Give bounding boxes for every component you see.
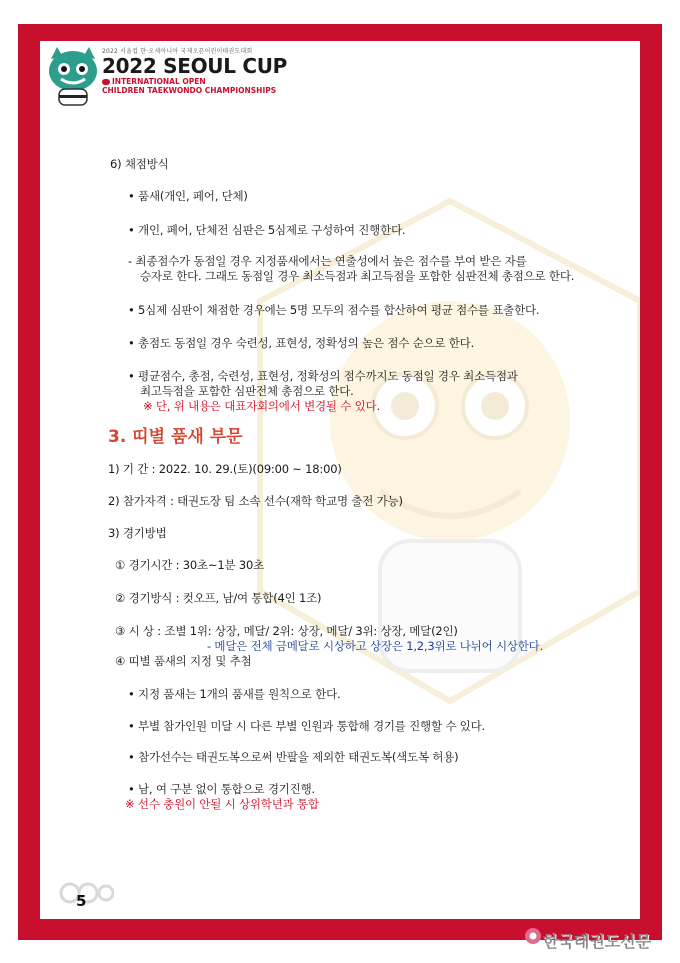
newspaper-logo-icon	[523, 926, 543, 946]
scoring-item: - 최종점수가 동점일 경우 지정품새에서는 연출성에서 높은 점수를 부여 받은 자를	[128, 254, 527, 268]
newspaper-brand: 한국태권도신문	[543, 932, 652, 951]
event-title: 2022 SEOUL CUP	[102, 54, 288, 78]
scoring-item: • 품새(개인, 페어, 단체)	[128, 189, 248, 203]
document-page	[40, 41, 640, 919]
section-title: 3. 띠별 품새 부문	[108, 427, 243, 447]
scoring-item: • 평균점수, 총점, 숙련성, 표현성, 정확성의 점수까지도 동점일 경우 최소득점과	[128, 369, 518, 383]
final-note: ※ 선수 충원이 안될 시 상위학년과 통합	[125, 797, 319, 811]
award-note: - 메달은 전체 금메달로 시상하고 상장은 1,2,3위로 나뉘어 시상한다.	[207, 639, 544, 653]
time-line: ① 경기시간 : 30초~1분 30초	[115, 558, 264, 572]
rule-item: • 지정 품새는 1개의 품새를 원칙으로 한다.	[128, 687, 341, 701]
scoring-item-continued: 승자로 한다. 그래도 동점일 경우 최소득점과 최고득점을 포함한 심판전체 총점으로 한다.	[140, 269, 575, 283]
page-border	[18, 24, 662, 940]
eligibility-line: 2) 참가자격 : 태권도장 팀 소속 선수(재학 학교명 출전 가능)	[108, 494, 403, 508]
scoring-item-continued: 최고득점을 포함한 심판전체 총점으로 한다.	[140, 384, 354, 398]
rule-item: • 참가선수는 태권도복으로써 반팔을 제외한 태권도복(색도복 허용)	[128, 750, 459, 764]
scoring-item: • 5심제 심판이 채점한 경우에는 5명 모두의 점수를 합산하여 평균 점수를 표출한다.	[128, 303, 540, 317]
rule-item: • 부별 참가인원 미달 시 다른 부별 인원과 통합해 경기를 진행할 수 있다.	[128, 719, 485, 733]
scoring-item: • 총점도 동점일 경우 숙련성, 표현성, 정확성의 높은 점수 순으로 한다.	[128, 336, 475, 350]
haechi-mascot-icon	[45, 45, 101, 107]
event-subtitle: 2022 서울컵 한·오세아니아 국제오픈어린이태권도대회	[102, 48, 253, 55]
page-number: 5	[76, 892, 87, 910]
event-line-championships: CHILDREN TAEKWONDO CHAMPIONSHIPS	[102, 86, 277, 95]
period-line: 1) 기 간 : 2022. 10. 29.(토)(09:00 ~ 18:00)	[108, 462, 342, 476]
event-line-international: INTERNATIONAL OPEN	[102, 77, 206, 86]
award-line: ③ 시 상 : 조별 1위: 상장, 메달/ 2위: 상장, 메달/ 3위: 상장, 메달(2인)	[115, 624, 458, 638]
rule-item: • 남, 여 구분 없이 통합으로 경기진행.	[128, 782, 315, 796]
event-logo	[40, 41, 340, 121]
scoring-heading: 6) 채점방식	[110, 157, 169, 171]
designation-heading: ④ 띠별 품새의 지정 및 추첨	[115, 654, 252, 668]
style-line: ② 경기방식 : 컷오프, 남/여 통합(4인 1조)	[115, 591, 322, 605]
scoring-item: • 개인, 페어, 단체전 심판은 5심제로 구성하여 진행한다.	[128, 223, 406, 237]
scoring-note: ※ 단, 위 내용은 대표자회의에서 변경될 수 있다.	[143, 399, 380, 413]
method-heading: 3) 경기방법	[108, 526, 167, 540]
